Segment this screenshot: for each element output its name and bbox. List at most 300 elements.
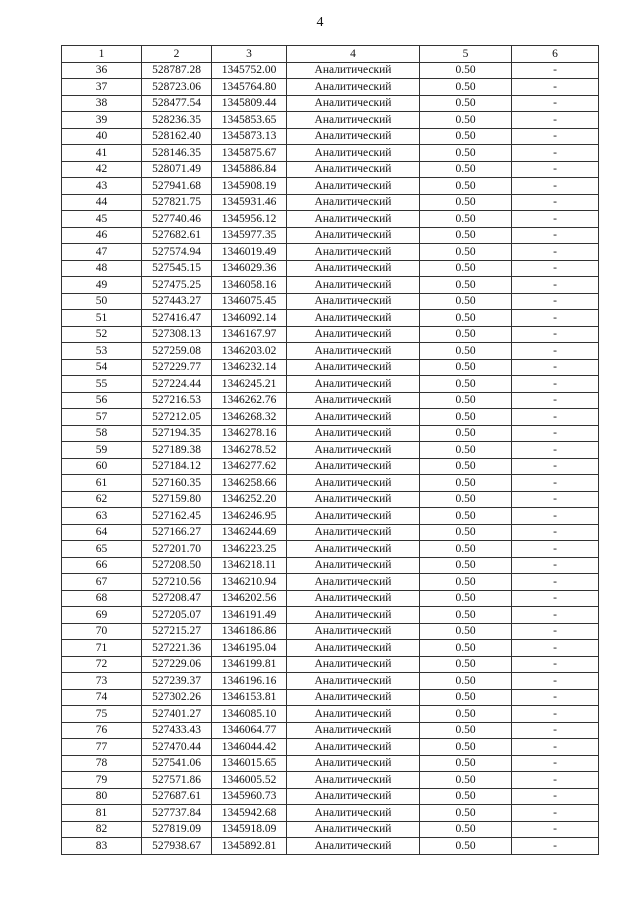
table-row	[62, 557, 599, 574]
accuracy-cell: 0.50	[420, 409, 512, 426]
method-cell: Аналитический	[287, 244, 420, 261]
accuracy-cell: 0.50	[420, 508, 512, 525]
note-cell: -	[512, 739, 599, 756]
accuracy-cell: 0.50	[420, 211, 512, 228]
note-cell: -	[512, 623, 599, 640]
point-number-cell: 42	[62, 161, 142, 178]
point-number-cell: 43	[62, 178, 142, 195]
point-number-cell: 56	[62, 392, 142, 409]
x-coordinate-cell: 527162.45	[142, 508, 212, 525]
method-cell: Аналитический	[287, 640, 420, 657]
accuracy-cell: 0.50	[420, 755, 512, 772]
point-number-cell: 70	[62, 623, 142, 640]
table-row	[62, 62, 599, 79]
point-number-cell: 49	[62, 277, 142, 294]
accuracy-cell: 0.50	[420, 623, 512, 640]
y-coordinate-cell: 1346246.95	[212, 508, 287, 525]
y-coordinate-cell: 1345977.35	[212, 227, 287, 244]
y-coordinate-cell: 1345809.44	[212, 95, 287, 112]
table-row	[62, 673, 599, 690]
x-coordinate-cell: 527941.68	[142, 178, 212, 195]
y-coordinate-cell: 1346019.49	[212, 244, 287, 261]
table-row	[62, 772, 599, 789]
x-coordinate-cell: 528071.49	[142, 161, 212, 178]
accuracy-cell: 0.50	[420, 574, 512, 591]
table-row	[62, 623, 599, 640]
method-cell: Аналитический	[287, 178, 420, 195]
point-number-cell: 77	[62, 739, 142, 756]
note-cell: -	[512, 458, 599, 475]
x-coordinate-cell: 527938.67	[142, 838, 212, 855]
table-row	[62, 524, 599, 541]
table-row	[62, 491, 599, 508]
method-cell: Аналитический	[287, 706, 420, 723]
x-coordinate-cell: 527737.84	[142, 805, 212, 822]
x-coordinate-cell: 528723.06	[142, 79, 212, 96]
point-number-cell: 36	[62, 62, 142, 79]
x-coordinate-cell: 527401.27	[142, 706, 212, 723]
method-cell: Аналитический	[287, 161, 420, 178]
x-coordinate-cell: 528787.28	[142, 62, 212, 79]
table-header-row	[62, 46, 599, 63]
note-cell: -	[512, 145, 599, 162]
x-coordinate-cell: 528236.35	[142, 112, 212, 129]
accuracy-cell: 0.50	[420, 475, 512, 492]
x-coordinate-cell: 527433.43	[142, 722, 212, 739]
x-coordinate-cell: 527308.13	[142, 326, 212, 343]
y-coordinate-cell: 1346153.81	[212, 689, 287, 706]
point-number-cell: 37	[62, 79, 142, 96]
point-number-cell: 80	[62, 788, 142, 805]
table-row	[62, 326, 599, 343]
method-cell: Аналитический	[287, 62, 420, 79]
x-coordinate-cell: 527416.47	[142, 310, 212, 327]
table-row	[62, 112, 599, 129]
method-cell: Аналитический	[287, 128, 420, 145]
accuracy-cell: 0.50	[420, 112, 512, 129]
table-row	[62, 376, 599, 393]
note-cell: -	[512, 95, 599, 112]
y-coordinate-cell: 1345956.12	[212, 211, 287, 228]
y-coordinate-cell: 1346015.65	[212, 755, 287, 772]
table-row	[62, 722, 599, 739]
x-coordinate-cell: 527259.08	[142, 343, 212, 360]
table-row	[62, 227, 599, 244]
accuracy-cell: 0.50	[420, 541, 512, 558]
x-coordinate-cell: 527221.36	[142, 640, 212, 657]
y-coordinate-cell: 1346167.97	[212, 326, 287, 343]
y-coordinate-cell: 1346191.49	[212, 607, 287, 624]
accuracy-cell: 0.50	[420, 722, 512, 739]
y-coordinate-cell: 1346058.16	[212, 277, 287, 294]
method-cell: Аналитический	[287, 376, 420, 393]
column-header: 2	[142, 46, 212, 63]
y-coordinate-cell: 1345853.65	[212, 112, 287, 129]
method-cell: Аналитический	[287, 211, 420, 228]
point-number-cell: 57	[62, 409, 142, 426]
table-row	[62, 425, 599, 442]
method-cell: Аналитический	[287, 491, 420, 508]
method-cell: Аналитический	[287, 310, 420, 327]
note-cell: -	[512, 508, 599, 525]
y-coordinate-cell: 1345892.81	[212, 838, 287, 855]
table-row	[62, 392, 599, 409]
accuracy-cell: 0.50	[420, 392, 512, 409]
method-cell: Аналитический	[287, 326, 420, 343]
point-number-cell: 76	[62, 722, 142, 739]
accuracy-cell: 0.50	[420, 706, 512, 723]
page-number: 4	[316, 15, 324, 30]
y-coordinate-cell: 1346199.81	[212, 656, 287, 673]
note-cell: -	[512, 524, 599, 541]
note-cell: -	[512, 425, 599, 442]
column-header: 3	[212, 46, 287, 63]
accuracy-cell: 0.50	[420, 128, 512, 145]
column-header: 1	[62, 46, 142, 63]
point-number-cell: 81	[62, 805, 142, 822]
table-row	[62, 211, 599, 228]
accuracy-cell: 0.50	[420, 590, 512, 607]
x-coordinate-cell: 527160.35	[142, 475, 212, 492]
note-cell: -	[512, 244, 599, 261]
note-cell: -	[512, 475, 599, 492]
x-coordinate-cell: 527821.75	[142, 194, 212, 211]
point-number-cell: 64	[62, 524, 142, 541]
point-number-cell: 82	[62, 821, 142, 838]
method-cell: Аналитический	[287, 95, 420, 112]
method-cell: Аналитический	[287, 343, 420, 360]
note-cell: -	[512, 689, 599, 706]
point-number-cell: 40	[62, 128, 142, 145]
y-coordinate-cell: 1346218.11	[212, 557, 287, 574]
point-number-cell: 69	[62, 607, 142, 624]
y-coordinate-cell: 1346203.02	[212, 343, 287, 360]
point-number-cell: 38	[62, 95, 142, 112]
point-number-cell: 59	[62, 442, 142, 459]
method-cell: Аналитический	[287, 673, 420, 690]
x-coordinate-cell: 527205.07	[142, 607, 212, 624]
note-cell: -	[512, 755, 599, 772]
x-coordinate-cell: 527470.44	[142, 739, 212, 756]
point-number-cell: 72	[62, 656, 142, 673]
accuracy-cell: 0.50	[420, 491, 512, 508]
table-row	[62, 656, 599, 673]
note-cell: -	[512, 62, 599, 79]
x-coordinate-cell: 527571.86	[142, 772, 212, 789]
method-cell: Аналитический	[287, 623, 420, 640]
table-row	[62, 244, 599, 261]
table-row	[62, 310, 599, 327]
table-row	[62, 475, 599, 492]
table-row	[62, 739, 599, 756]
table-row	[62, 805, 599, 822]
accuracy-cell: 0.50	[420, 607, 512, 624]
point-number-cell: 46	[62, 227, 142, 244]
point-number-cell: 68	[62, 590, 142, 607]
accuracy-cell: 0.50	[420, 772, 512, 789]
note-cell: -	[512, 491, 599, 508]
point-number-cell: 48	[62, 260, 142, 277]
table-row	[62, 260, 599, 277]
method-cell: Аналитический	[287, 392, 420, 409]
note-cell: -	[512, 211, 599, 228]
accuracy-cell: 0.50	[420, 838, 512, 855]
x-coordinate-cell: 527682.61	[142, 227, 212, 244]
point-number-cell: 67	[62, 574, 142, 591]
accuracy-cell: 0.50	[420, 310, 512, 327]
x-coordinate-cell: 528162.40	[142, 128, 212, 145]
x-coordinate-cell: 527545.15	[142, 260, 212, 277]
x-coordinate-cell: 527740.46	[142, 211, 212, 228]
method-cell: Аналитический	[287, 772, 420, 789]
y-coordinate-cell: 1346085.10	[212, 706, 287, 723]
column-header: 6	[512, 46, 599, 63]
point-number-cell: 78	[62, 755, 142, 772]
note-cell: -	[512, 260, 599, 277]
x-coordinate-cell: 527208.47	[142, 590, 212, 607]
point-number-cell: 65	[62, 541, 142, 558]
coordinates-table	[61, 45, 599, 855]
y-coordinate-cell: 1345908.19	[212, 178, 287, 195]
y-coordinate-cell: 1345886.84	[212, 161, 287, 178]
accuracy-cell: 0.50	[420, 277, 512, 294]
note-cell: -	[512, 392, 599, 409]
accuracy-cell: 0.50	[420, 821, 512, 838]
x-coordinate-cell: 528146.35	[142, 145, 212, 162]
note-cell: -	[512, 788, 599, 805]
table-row	[62, 821, 599, 838]
note-cell: -	[512, 673, 599, 690]
table-row	[62, 755, 599, 772]
x-coordinate-cell: 527215.27	[142, 623, 212, 640]
accuracy-cell: 0.50	[420, 227, 512, 244]
method-cell: Аналитический	[287, 788, 420, 805]
point-number-cell: 83	[62, 838, 142, 855]
point-number-cell: 74	[62, 689, 142, 706]
accuracy-cell: 0.50	[420, 656, 512, 673]
y-coordinate-cell: 1346210.94	[212, 574, 287, 591]
note-cell: -	[512, 343, 599, 360]
point-number-cell: 63	[62, 508, 142, 525]
accuracy-cell: 0.50	[420, 673, 512, 690]
x-coordinate-cell: 527819.09	[142, 821, 212, 838]
y-coordinate-cell: 1346258.66	[212, 475, 287, 492]
note-cell: -	[512, 194, 599, 211]
accuracy-cell: 0.50	[420, 376, 512, 393]
table-row	[62, 838, 599, 855]
method-cell: Аналитический	[287, 508, 420, 525]
y-coordinate-cell: 1346268.32	[212, 409, 287, 426]
point-number-cell: 79	[62, 772, 142, 789]
y-coordinate-cell: 1346005.52	[212, 772, 287, 789]
method-cell: Аналитический	[287, 590, 420, 607]
note-cell: -	[512, 821, 599, 838]
method-cell: Аналитический	[287, 409, 420, 426]
table-row	[62, 194, 599, 211]
column-header: 5	[420, 46, 512, 63]
note-cell: -	[512, 607, 599, 624]
method-cell: Аналитический	[287, 557, 420, 574]
note-cell: -	[512, 376, 599, 393]
table-row	[62, 409, 599, 426]
table-row	[62, 442, 599, 459]
accuracy-cell: 0.50	[420, 161, 512, 178]
point-number-cell: 53	[62, 343, 142, 360]
point-number-cell: 66	[62, 557, 142, 574]
accuracy-cell: 0.50	[420, 442, 512, 459]
method-cell: Аналитический	[287, 458, 420, 475]
method-cell: Аналитический	[287, 838, 420, 855]
y-coordinate-cell: 1346223.25	[212, 541, 287, 558]
x-coordinate-cell: 527210.56	[142, 574, 212, 591]
note-cell: -	[512, 359, 599, 376]
accuracy-cell: 0.50	[420, 788, 512, 805]
accuracy-cell: 0.50	[420, 739, 512, 756]
method-cell: Аналитический	[287, 541, 420, 558]
accuracy-cell: 0.50	[420, 62, 512, 79]
point-number-cell: 52	[62, 326, 142, 343]
y-coordinate-cell: 1346186.86	[212, 623, 287, 640]
point-number-cell: 41	[62, 145, 142, 162]
method-cell: Аналитический	[287, 293, 420, 310]
method-cell: Аналитический	[287, 145, 420, 162]
y-coordinate-cell: 1345764.80	[212, 79, 287, 96]
point-number-cell: 54	[62, 359, 142, 376]
y-coordinate-cell: 1345918.09	[212, 821, 287, 838]
method-cell: Аналитический	[287, 359, 420, 376]
x-coordinate-cell: 527212.05	[142, 409, 212, 426]
accuracy-cell: 0.50	[420, 557, 512, 574]
x-coordinate-cell: 527159.80	[142, 491, 212, 508]
accuracy-cell: 0.50	[420, 326, 512, 343]
accuracy-cell: 0.50	[420, 145, 512, 162]
table-row	[62, 178, 599, 195]
y-coordinate-cell: 1346278.16	[212, 425, 287, 442]
method-cell: Аналитический	[287, 227, 420, 244]
point-number-cell: 51	[62, 310, 142, 327]
x-coordinate-cell: 527574.94	[142, 244, 212, 261]
point-number-cell: 39	[62, 112, 142, 129]
table-row	[62, 95, 599, 112]
table-row	[62, 788, 599, 805]
method-cell: Аналитический	[287, 442, 420, 459]
note-cell: -	[512, 838, 599, 855]
table-row	[62, 161, 599, 178]
table-row	[62, 293, 599, 310]
note-cell: -	[512, 574, 599, 591]
note-cell: -	[512, 590, 599, 607]
y-coordinate-cell: 1346044.42	[212, 739, 287, 756]
method-cell: Аналитический	[287, 260, 420, 277]
accuracy-cell: 0.50	[420, 79, 512, 96]
x-coordinate-cell: 527184.12	[142, 458, 212, 475]
accuracy-cell: 0.50	[420, 689, 512, 706]
method-cell: Аналитический	[287, 277, 420, 294]
method-cell: Аналитический	[287, 722, 420, 739]
table-row	[62, 706, 599, 723]
note-cell: -	[512, 805, 599, 822]
method-cell: Аналитический	[287, 524, 420, 541]
point-number-cell: 75	[62, 706, 142, 723]
y-coordinate-cell: 1346196.16	[212, 673, 287, 690]
accuracy-cell: 0.50	[420, 293, 512, 310]
x-coordinate-cell: 527229.77	[142, 359, 212, 376]
y-coordinate-cell: 1346064.77	[212, 722, 287, 739]
note-cell: -	[512, 557, 599, 574]
x-coordinate-cell: 527541.06	[142, 755, 212, 772]
y-coordinate-cell: 1346278.52	[212, 442, 287, 459]
point-number-cell: 60	[62, 458, 142, 475]
note-cell: -	[512, 772, 599, 789]
note-cell: -	[512, 227, 599, 244]
note-cell: -	[512, 722, 599, 739]
y-coordinate-cell: 1345873.13	[212, 128, 287, 145]
accuracy-cell: 0.50	[420, 95, 512, 112]
x-coordinate-cell: 527443.27	[142, 293, 212, 310]
table-row	[62, 458, 599, 475]
x-coordinate-cell: 527216.53	[142, 392, 212, 409]
accuracy-cell: 0.50	[420, 343, 512, 360]
note-cell: -	[512, 409, 599, 426]
point-number-cell: 47	[62, 244, 142, 261]
accuracy-cell: 0.50	[420, 260, 512, 277]
table-row	[62, 607, 599, 624]
x-coordinate-cell: 527229.06	[142, 656, 212, 673]
x-coordinate-cell: 527194.35	[142, 425, 212, 442]
method-cell: Аналитический	[287, 805, 420, 822]
table-row	[62, 541, 599, 558]
point-number-cell: 50	[62, 293, 142, 310]
y-coordinate-cell: 1346252.20	[212, 491, 287, 508]
point-number-cell: 58	[62, 425, 142, 442]
accuracy-cell: 0.50	[420, 178, 512, 195]
table-row	[62, 508, 599, 525]
y-coordinate-cell: 1346232.14	[212, 359, 287, 376]
accuracy-cell: 0.50	[420, 805, 512, 822]
table-row	[62, 689, 599, 706]
note-cell: -	[512, 442, 599, 459]
note-cell: -	[512, 128, 599, 145]
x-coordinate-cell: 527224.44	[142, 376, 212, 393]
y-coordinate-cell: 1346277.62	[212, 458, 287, 475]
method-cell: Аналитический	[287, 821, 420, 838]
y-coordinate-cell: 1345752.00	[212, 62, 287, 79]
y-coordinate-cell: 1346029.36	[212, 260, 287, 277]
accuracy-cell: 0.50	[420, 458, 512, 475]
y-coordinate-cell: 1345960.73	[212, 788, 287, 805]
note-cell: -	[512, 706, 599, 723]
note-cell: -	[512, 293, 599, 310]
x-coordinate-cell: 527239.37	[142, 673, 212, 690]
accuracy-cell: 0.50	[420, 244, 512, 261]
accuracy-cell: 0.50	[420, 425, 512, 442]
note-cell: -	[512, 656, 599, 673]
table-body	[62, 62, 599, 854]
note-cell: -	[512, 178, 599, 195]
method-cell: Аналитический	[287, 194, 420, 211]
point-number-cell: 45	[62, 211, 142, 228]
method-cell: Аналитический	[287, 755, 420, 772]
table-row	[62, 343, 599, 360]
x-coordinate-cell: 527201.70	[142, 541, 212, 558]
y-coordinate-cell: 1345931.46	[212, 194, 287, 211]
table-row	[62, 574, 599, 591]
column-header: 4	[287, 46, 420, 63]
y-coordinate-cell: 1345875.67	[212, 145, 287, 162]
y-coordinate-cell: 1346092.14	[212, 310, 287, 327]
point-number-cell: 73	[62, 673, 142, 690]
accuracy-cell: 0.50	[420, 194, 512, 211]
